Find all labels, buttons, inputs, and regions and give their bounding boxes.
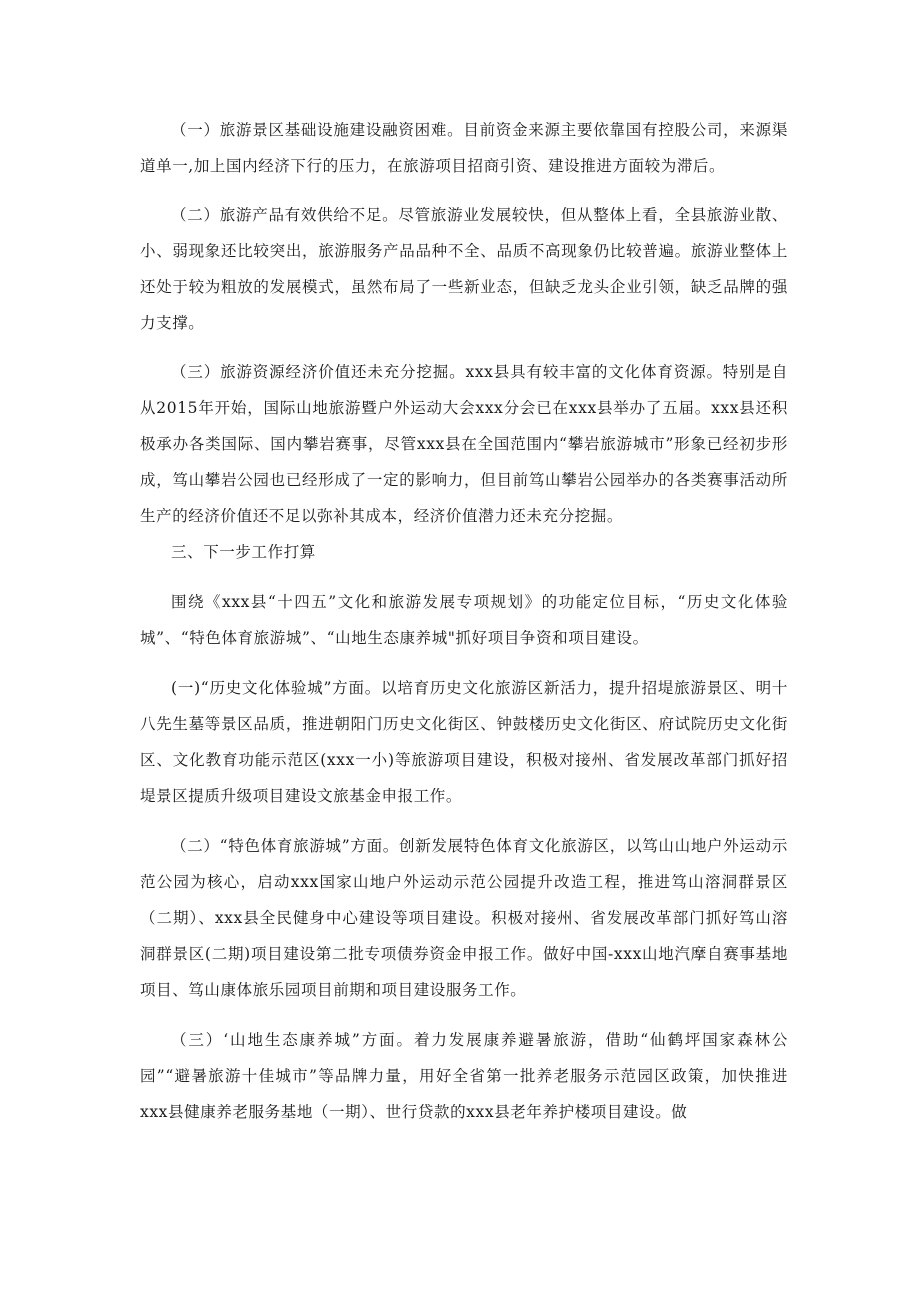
- paragraph-funding-difficulty: （一）旅游景区基础设施建设融资困难。目前资金来源主要依靠国有控股公司，来源渠道单一,加上国内经济下行的压力，在旅游项目招商引资、建设推进方面较为滞后。: [140, 121, 788, 175]
- paragraph-resource-value: （三）旅游资源经济价值还未充分挖掘。xxx县具有较丰富的文化体育资源。特别是自从2015年开始，国际山地旅游暨户外运动大会xxx分会已在xxx县举办了五届。xxx县还积极承办各类国际、国内攀岩赛事，尽管xxx县在全国范围内“攀岩旅游城市”形象已经初步形成，笃山攀岩公园也已经形成了一定的影响力，但目前笃山攀岩公园举办的各类赛事活动所生产的经济价值还不足以弥补其成本，经济价值潜力还未充分挖掘。: [140, 363, 788, 525]
- paragraph-eco-wellness-city: （三）‘山地生态康养城”方面。着力发展康养避暑旅游，借助“仙鹤坪国家森林公园”“避暑旅游十佳城市”等品牌力量，用好全省第一批养老服务示范园区政策，加快推进xxx县健康养老服务基地（一期）、世行贷款的xxx县老年养护楼项目建设。做: [140, 1031, 788, 1121]
- paragraph-plan-intro: 围绕《xxx县“十四五”文化和旅游发展专项规划》的功能定位目标，“历史文化体验城”、“特色体育旅游城”、“山地生态康养城"抓好项目争资和项目建设。: [140, 593, 788, 647]
- section-heading-next-steps: 三、下一步工作打算: [171, 543, 316, 561]
- paragraph-sports-tourism-city: （二）“特色体育旅游城”方面。创新发展特色体育文化旅游区，以笃山山地户外运动示范公园为核心，启动xxx国家山地户外运动示范公园提升改造工程，推进笃山溶洞群景区（二期）、xxx县全民健身中心建设等项目建设。积极对接州、省发展改革部门抓好笃山溶洞群景区(二期)项目建设第二批专项债券资金申报工作。做好中国-xxx山地汽摩自赛事基地项目、笃山康体旅乐园项目前期和项目建设服务工作。: [140, 837, 788, 999]
- paragraph-supply-shortage: （二）旅游产品有效供给不足。尽管旅游业发展较快，但从整体上看，全县旅游业散、小、弱现象还比较突出，旅游服务产品品种不全、品质不高现象仍比较普遍。旅游业整体上还处于较为粗放的发展模式，虽然布局了一些新业态，但缺乏龙头企业引领，缺乏品牌的强力支撑。: [140, 206, 788, 332]
- paragraph-history-culture-city: (一)“历史文化体验城”方面。以培育历史文化旅游区新活力，提升招堤旅游景区、明十八先生墓等景区品质，推进朝阳门历史文化街区、钟鼓楼历史文化街区、府试院历史文化街区、文化教育功能示范区(xxx一小)等旅游项目建设，积极对接州、省发展改革部门抓好招堤景区提质升级项目建设文旅基金申报工作。: [140, 679, 788, 805]
- document-body: [140, 112, 788, 1130]
